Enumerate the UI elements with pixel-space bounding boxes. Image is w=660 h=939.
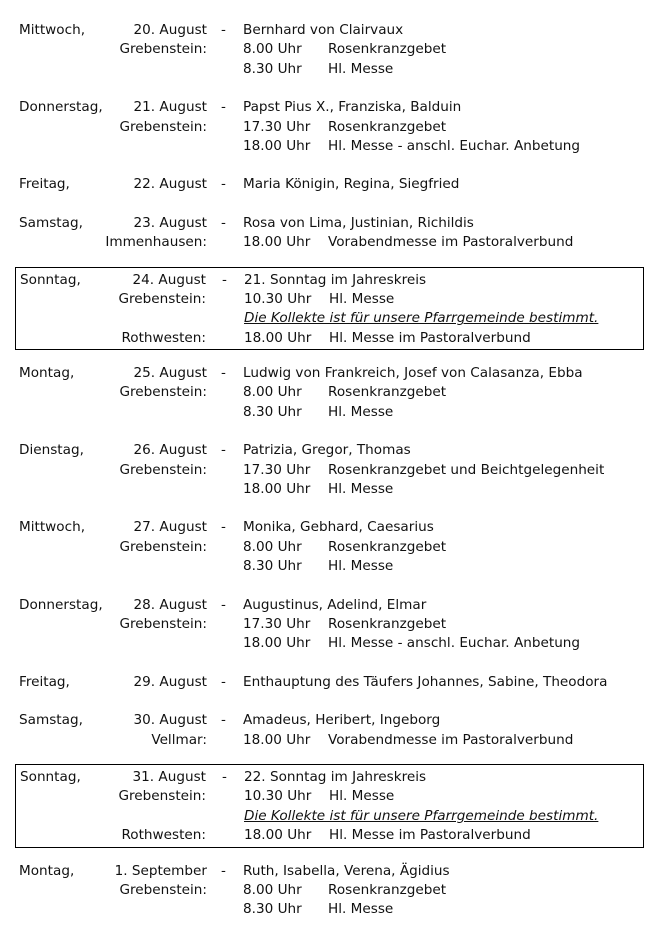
day-block: [0, 98, 660, 156]
day-header-row: [16, 768, 643, 787]
saints-of-day: Rosa von Lima, Justinian, Richildis: [243, 214, 474, 231]
place: Grebenstein:: [119, 461, 207, 478]
service-time: 18.00 Uhr: [244, 827, 312, 844]
service-time: 18.00 Uhr: [243, 481, 311, 498]
saints-of-day: Bernhard von Clairvaux: [243, 22, 404, 38]
day-header-row: [0, 518, 660, 537]
place: Grebenstein:: [119, 538, 207, 555]
service-row: [0, 731, 660, 750]
service-event: Rosenkranzgebet: [328, 881, 447, 898]
weekday: Samstag,: [19, 214, 83, 231]
weekday: Freitag,: [19, 673, 70, 690]
saints-of-day: Ruth, Isabella, Verena, Ägidius: [243, 862, 450, 879]
date: 20. August: [133, 22, 207, 38]
service-event: Rosenkranzgebet: [328, 384, 447, 401]
separator-dash: -: [221, 365, 226, 382]
service-row: [16, 787, 643, 806]
day-header-row: [0, 441, 660, 460]
separator-dash: -: [221, 673, 226, 690]
weekday: Dienstag,: [19, 442, 84, 459]
service-row: [0, 461, 660, 480]
saints-of-day: Papst Pius X., Franziska, Balduin: [243, 99, 462, 116]
separator-dash: -: [221, 176, 226, 193]
service-event: Rosenkranzgebet: [328, 41, 447, 58]
service-row: [16, 826, 643, 845]
service-event: Rosenkranzgebet: [328, 118, 447, 135]
day-header-row: [0, 862, 660, 881]
service-event: Rosenkranzgebet: [328, 538, 447, 555]
date: 23. August: [133, 214, 207, 231]
day-block: [0, 364, 660, 422]
service-time: 18.00 Uhr: [243, 731, 311, 748]
place: Grebenstein:: [119, 384, 207, 401]
day-header-row: [0, 711, 660, 730]
day-header-row: [0, 596, 660, 615]
saints-of-day: Monika, Gebhard, Caesarius: [243, 519, 434, 536]
weekday: Mittwoch,: [19, 22, 86, 38]
separator-dash: -: [221, 442, 226, 459]
date: 29. August: [133, 673, 207, 690]
sunday-title: 22. Sonntag im Jahreskreis: [244, 768, 427, 785]
day-block: [0, 441, 660, 499]
day-header-row: [0, 175, 660, 194]
place: Immenhausen:: [105, 234, 207, 251]
weekday: Sonntag,: [20, 768, 81, 785]
separator-dash: -: [221, 712, 226, 729]
day-block: [0, 175, 660, 194]
service-event: Hl. Messe - anschl. Euchar. Anbetung: [328, 137, 581, 154]
service-time: 18.00 Uhr: [244, 329, 312, 346]
service-event: Hl. Messe: [328, 558, 394, 575]
day-block: [0, 673, 660, 692]
collection-note-row: [16, 807, 643, 826]
saints-of-day: Ludwig von Frankreich, Josef von Calasanza, Ebba: [243, 365, 583, 382]
weekday: Montag,: [19, 862, 75, 879]
place: Rothwesten:: [121, 827, 206, 844]
sunday-title: 21. Sonntag im Jahreskreis: [244, 271, 427, 288]
service-row: [16, 290, 643, 309]
service-time: 8.00 Uhr: [243, 538, 302, 555]
collection-note-row: [16, 309, 643, 328]
date: 22. August: [133, 176, 207, 193]
service-time: 8.30 Uhr: [243, 558, 302, 575]
saints-of-day: Maria Königin, Regina, Siegfried: [243, 176, 460, 193]
day-header-row: [0, 98, 660, 117]
date: 21. August: [133, 99, 207, 116]
day-header-row: [0, 214, 660, 233]
service-time: 18.00 Uhr: [243, 137, 311, 154]
separator-dash: -: [222, 271, 227, 288]
service-time: 8.30 Uhr: [243, 403, 302, 420]
weekday: Montag,: [19, 365, 75, 382]
weekday: Samstag,: [19, 712, 83, 729]
separator-dash: -: [221, 519, 226, 536]
service-event: Rosenkranzgebet: [328, 615, 447, 632]
sunday-block: [15, 764, 644, 848]
collection-note: Die Kollekte ist für unsere Pfarrgemeinde bestimmt.: [244, 807, 599, 824]
separator-dash: -: [221, 862, 226, 879]
collection-note: Die Kollekte ist für unsere Pfarrgemeinde bestimmt.: [244, 310, 599, 327]
saints-of-day: Patrizia, Gregor, Thomas: [243, 442, 411, 459]
service-time: 8.30 Uhr: [243, 901, 302, 918]
service-time: 17.30 Uhr: [243, 461, 311, 478]
service-time: 18.00 Uhr: [243, 234, 311, 251]
service-row: [0, 538, 660, 557]
separator-dash: -: [221, 99, 226, 116]
service-time: 8.00 Uhr: [243, 384, 302, 401]
place: Grebenstein:: [119, 615, 207, 632]
service-event: Hl. Messe: [328, 481, 394, 498]
saints-of-day: Amadeus, Heribert, Ingeborg: [243, 712, 441, 729]
day-header-row: [0, 21, 660, 40]
service-row: [0, 615, 660, 634]
day-block: [0, 21, 660, 79]
separator-dash: -: [221, 214, 226, 231]
date: 24. August: [132, 271, 206, 288]
day-block: [0, 518, 660, 576]
service-row: [0, 403, 660, 422]
service-row: [0, 60, 660, 79]
day-block: [0, 596, 660, 654]
service-time: 10.30 Uhr: [244, 290, 312, 307]
service-event: Hl. Messe: [329, 788, 395, 805]
place: Grebenstein:: [119, 881, 207, 898]
date: 1. September: [114, 862, 207, 879]
service-time: 17.30 Uhr: [243, 118, 311, 135]
day-block: [0, 862, 660, 920]
service-event: Vorabendmesse im Pastoralverbund: [328, 234, 574, 251]
service-row: [0, 233, 660, 252]
saints-of-day: Enthauptung des Täufers Johannes, Sabine, Theodora: [243, 673, 608, 690]
date: 25. August: [133, 365, 207, 382]
service-event: Vorabendmesse im Pastoralverbund: [328, 731, 574, 748]
date: 28. August: [133, 596, 207, 613]
separator-dash: -: [221, 22, 226, 38]
weekday: Mittwoch,: [19, 519, 86, 536]
place: Rothwesten:: [121, 329, 206, 346]
saints-of-day: Augustinus, Adelind, Elmar: [243, 596, 427, 613]
place: Grebenstein:: [118, 788, 206, 805]
date: 30. August: [133, 712, 207, 729]
service-event: Hl. Messe: [328, 901, 394, 918]
service-time: 10.30 Uhr: [244, 788, 312, 805]
place: Grebenstein:: [119, 118, 207, 135]
service-time: 8.00 Uhr: [243, 881, 302, 898]
service-row: [0, 383, 660, 402]
sunday-block: [15, 267, 644, 351]
service-event: Hl. Messe: [329, 290, 395, 307]
day-header-row: [0, 364, 660, 383]
date: 27. August: [133, 519, 207, 536]
day-header-row: [0, 673, 660, 692]
service-time: 8.30 Uhr: [243, 60, 302, 77]
service-row: [0, 900, 660, 919]
day-header-row: [16, 271, 643, 290]
service-event: Hl. Messe im Pastoralverbund: [329, 329, 531, 346]
day-block: [0, 711, 660, 750]
separator-dash: -: [221, 596, 226, 613]
service-row: [0, 137, 660, 156]
service-row: [0, 118, 660, 137]
date: 31. August: [132, 768, 206, 785]
service-time: 17.30 Uhr: [243, 615, 311, 632]
service-row: [0, 557, 660, 576]
weekday: Donnerstag,: [19, 99, 103, 116]
service-row: [0, 881, 660, 900]
service-event: Hl. Messe: [328, 60, 394, 77]
service-row: [0, 40, 660, 59]
place: Vellmar:: [151, 731, 207, 748]
service-event: Hl. Messe: [328, 403, 394, 420]
weekday: Freitag,: [19, 176, 70, 193]
place: Grebenstein:: [118, 290, 206, 307]
service-row: [16, 329, 643, 348]
service-row: [0, 634, 660, 653]
weekday: Donnerstag,: [19, 596, 103, 613]
place: Grebenstein:: [119, 41, 207, 58]
service-row: [0, 480, 660, 499]
service-time: 8.00 Uhr: [243, 41, 302, 58]
service-event: Hl. Messe im Pastoralverbund: [329, 827, 531, 844]
service-event: Hl. Messe - anschl. Euchar. Anbetung: [328, 635, 581, 652]
service-event: Rosenkranzgebet und Beichtgelegenheit: [328, 461, 605, 478]
day-block: [0, 214, 660, 253]
service-time: 18.00 Uhr: [243, 635, 311, 652]
weekday: Sonntag,: [20, 271, 81, 288]
date: 26. August: [133, 442, 207, 459]
separator-dash: -: [222, 768, 227, 785]
